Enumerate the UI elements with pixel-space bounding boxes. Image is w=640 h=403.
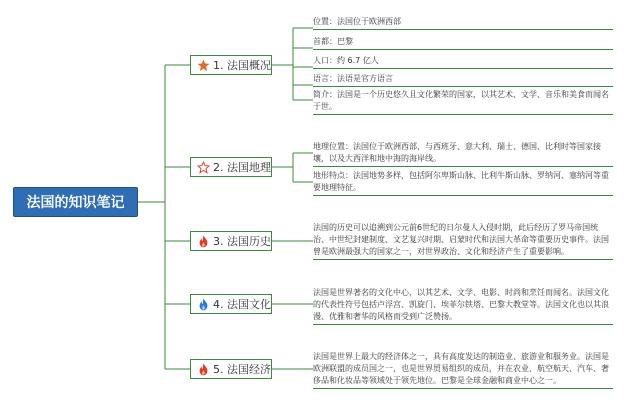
branch-label: 5. 法国经济 [213, 363, 271, 376]
leaf-geo-position[interactable]: 地理位置：法国位于欧洲西部，与西班牙、意大利、瑞士、德国、比利时等国家接壤，以及大西洋和地中海的海岸线。 [313, 141, 613, 165]
fire-blue-icon [197, 298, 210, 311]
star-filled-icon [197, 59, 210, 72]
branch-geography[interactable] [190, 157, 272, 177]
root-node[interactable]: 法国的知识笔记 [13, 187, 138, 217]
branch-economy[interactable] [190, 359, 272, 379]
leaf-culture[interactable]: 法国是世界著名的文化中心，以其艺术、文学、电影、时尚和烹饪而闻名。法国文化的代表性符号包括卢浮宫、凯旋门、埃菲尔铁塔、巴黎大教堂等。法国文化也以其浪漫、优雅和奢华的风格而受到广泛赞扬。 [313, 287, 613, 323]
star-outline-icon [197, 161, 210, 174]
leaf-economy[interactable]: 法国是世界上最大的经济体之一，具有高度发达的制造业、旅游业和服务业。法国是欧洲联盟的成员国之一，也是世界贸易组织的成员，并在农业、航空航天、汽车、奢侈品和化妆品等领域处于领先地位。巴黎是全球金融和商业中心之一。 [313, 351, 613, 387]
leaf-intro[interactable]: 简介：法国是一个历史悠久且文化繁荣的国家，以其艺术、文学、音乐和美食而闻名于世。 [313, 89, 613, 113]
leaf-terrain[interactable]: 地形特点：法国地势多样，包括阿尔卑斯山脉、比利牛斯山脉、罗纳河、塞纳河等重要地理特征。 [313, 170, 613, 194]
fire-red-icon [197, 363, 210, 376]
leaf-capital[interactable]: 首都：巴黎 [313, 36, 613, 48]
leaf-population[interactable]: 人口：约 6.7 亿人 [313, 55, 613, 67]
leaf-history[interactable]: 法国的历史可以追溯到公元前6世纪的日尔曼人入侵时期，此后经历了罗马帝国统治、中世纪封建制度、文艺复兴时期、启蒙时代和法国大革命等重要历史事件。法国曾是欧洲最强大的国家之一，对世界政治、文化和经济产生了重要影响。 [313, 222, 613, 258]
leaf-language[interactable]: 语言：法语是官方语言 [313, 73, 613, 85]
branch-overview[interactable] [190, 55, 272, 75]
leaf-location[interactable]: 位置：法国位于欧洲西部 [313, 16, 613, 28]
branch-label: 3. 法国历史 [213, 235, 271, 248]
branch-history[interactable] [190, 231, 272, 251]
branch-label: 4. 法国文化 [213, 298, 271, 311]
fire-red-icon [197, 235, 210, 248]
branch-culture[interactable] [190, 294, 272, 314]
branch-label: 2. 法国地理 [213, 161, 271, 174]
branch-label: 1. 法国概况 [213, 59, 271, 72]
